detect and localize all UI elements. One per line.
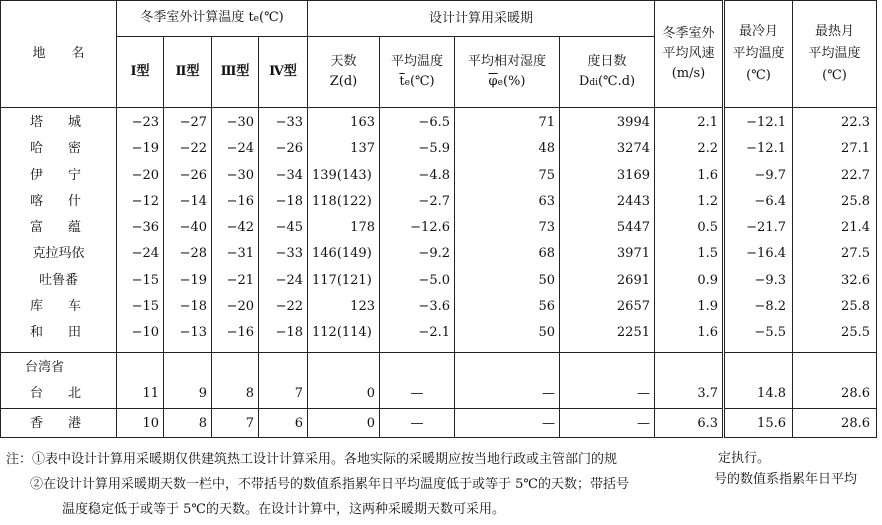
cell: −31 (226, 246, 254, 262)
cell: −18 (179, 299, 207, 315)
cell-t1: 11 (117, 353, 164, 409)
cell: −10 (131, 325, 159, 341)
cell: −36 (131, 220, 159, 236)
footnotes (6, 447, 629, 522)
cell: −30 (226, 167, 254, 183)
cell: 21.4 (841, 220, 870, 236)
cell: −28 (179, 246, 207, 262)
cell: 27.1 (841, 141, 870, 157)
cell: 137 (350, 141, 375, 157)
cell: 2.1 (697, 115, 718, 130)
cell: 3169 (616, 167, 650, 183)
col-type3 (212, 108, 259, 353)
cell: 1.2 (697, 193, 718, 209)
cell: −16 (226, 325, 254, 341)
cell: 1.5 (697, 246, 718, 262)
cell: −15 (131, 272, 159, 288)
cell: −12.1 (746, 115, 786, 130)
note-3: 温度稳定低于或等于 5℃的天数。在设计计算中，这两种采暖期天数可采用。 (62, 502, 505, 517)
cell-t2: 9 (164, 353, 212, 409)
cell: −14 (179, 193, 207, 209)
cell: −18 (275, 193, 303, 209)
cell: 3994 (616, 115, 650, 130)
cell: −23 (131, 115, 159, 130)
header-place: 地 名 (1, 1, 117, 108)
cell: −42 (226, 220, 254, 236)
cell: 32.6 (841, 272, 870, 288)
cell: 178 (350, 220, 375, 236)
col-avg-rh (455, 108, 560, 353)
cell: −9.3 (754, 272, 786, 288)
row-name: 吐鲁番 (38, 272, 78, 288)
cell: −13 (179, 325, 207, 341)
cell: 117(121) (312, 272, 372, 288)
cell: −6.5 (418, 115, 450, 130)
cell-hot-hongkong: 28.6 (793, 409, 877, 438)
header-winter-temp-group: 冬季室外计算温度 te(℃) (117, 1, 308, 37)
cell: −24 (226, 141, 254, 157)
header-avg-temp: 平均温度 $\overline{t}e(℃)$ (380, 37, 455, 108)
note-fragment-1: 定执行。 (718, 447, 770, 466)
cell: −8.2 (754, 299, 786, 315)
cell: 2443 (616, 193, 650, 209)
col-hottest (793, 108, 877, 353)
cell: 73 (538, 220, 555, 236)
cell-cold-hongkong: 15.6 (725, 409, 793, 438)
header-hottest-month: 最热月 平均温度 (℃) (793, 1, 877, 108)
cell: −12.1 (746, 141, 786, 157)
cell-t4: 6 (259, 409, 308, 438)
cell: 50 (538, 272, 555, 288)
row-name: 和 田 (29, 325, 87, 341)
cell: −5.5 (754, 325, 786, 341)
cell: −27 (179, 115, 207, 130)
province-label: 台湾省 (25, 360, 65, 375)
cell: −20 (131, 167, 159, 183)
cell: 0.5 (697, 220, 718, 236)
cell: −26 (275, 141, 303, 157)
col-names (1, 108, 117, 353)
cell: −19 (179, 272, 207, 288)
cell: −22 (179, 141, 207, 157)
row-name: 库 车 (29, 299, 87, 315)
cell: 1.9 (697, 299, 718, 315)
header-days: 天数 Z(d) (308, 37, 380, 108)
cell-wind: 6.3 (655, 409, 723, 438)
header-degree-days: 度日数 Ddi(℃.d) (560, 37, 655, 108)
cell: −33 (275, 115, 303, 130)
cell: 25.8 (841, 193, 870, 209)
cell: 5447 (616, 220, 650, 236)
cell: −20 (226, 299, 254, 315)
header-type-2: Ⅱ型 (164, 37, 212, 108)
cell: −16.4 (746, 246, 786, 262)
table-row-group-xinjiang (1, 108, 723, 353)
cell: 163 (350, 115, 375, 130)
cell: −34 (275, 167, 303, 183)
cell-days: 0 (308, 409, 380, 438)
cell-t4: 7 (259, 353, 308, 409)
cell: −22 (275, 299, 303, 315)
cell: −12 (131, 193, 159, 209)
row-name: 塔 城 (29, 115, 87, 130)
cell: 25.5 (841, 325, 870, 341)
cell: 63 (538, 193, 555, 209)
header-heating-period: 设计计算用采暖期 (308, 1, 655, 37)
header-type-1: Ⅰ型 (117, 37, 164, 108)
cell-t3: 7 (212, 409, 259, 438)
cell: −5.0 (418, 272, 450, 288)
col-degree-days (560, 108, 655, 353)
cell: −12.6 (410, 220, 450, 236)
col-type4 (259, 108, 308, 353)
cell: −9.2 (418, 246, 450, 262)
cell: −16 (226, 193, 254, 209)
table-row-group-taiwan (1, 353, 723, 409)
cell: 3971 (616, 246, 650, 262)
note-fragment-2: 号的数值系指累年日平均 (714, 468, 857, 487)
col-wind (655, 108, 723, 353)
cell-avg: — (380, 353, 455, 409)
cell: −45 (275, 220, 303, 236)
cell-cold-taibei: 14.8 (725, 353, 793, 409)
cell: −19 (131, 141, 159, 157)
col-names (1, 353, 117, 409)
cell-t1: 10 (117, 409, 164, 438)
row-name: 喀 什 (29, 193, 87, 209)
cell: 75 (538, 167, 555, 183)
table-row-hongkong (1, 409, 723, 438)
cell-t3: 8 (212, 353, 259, 409)
cell-wind: 3.7 (655, 353, 723, 409)
cell: −9.7 (754, 167, 786, 183)
cell: 25.8 (841, 299, 870, 315)
cell: 27.5 (841, 246, 870, 262)
monthly-temp-table (724, 0, 877, 438)
header-coldest-month: 最冷月 平均温度 (℃) (725, 1, 793, 108)
cell: −24 (131, 246, 159, 262)
cell: 22.3 (841, 115, 870, 130)
cell: 118(122) (312, 193, 372, 209)
cell: −26 (179, 167, 207, 183)
cell: −2.7 (418, 193, 450, 209)
cell: −4.8 (418, 167, 450, 183)
cell: 146(149) (312, 246, 372, 262)
cell: −2.1 (418, 325, 450, 341)
header-wind-speed: 冬季室外 平均风速 (m/s) (655, 1, 723, 108)
header-type-3: Ⅲ型 (212, 37, 259, 108)
cell: 48 (538, 141, 555, 157)
note-1: 注：①表中设计计算用采暖期仅供建筑热工设计计算采用。各地实际的采暖期应按当地行政或主管部门的规 (6, 452, 618, 467)
cell: −5.9 (418, 141, 450, 157)
row-name: 香 港 (1, 409, 117, 438)
cell-dd: — (560, 353, 655, 409)
cell: 123 (350, 299, 375, 315)
cell: 56 (538, 299, 555, 315)
header-avg-rh: 平均相对湿度 $\overline{\varphi}e(\%)$ (455, 37, 560, 108)
cell: 139(143) (312, 167, 372, 183)
cell-rh: — (455, 353, 560, 409)
cell: −6.4 (754, 193, 786, 209)
cell: −40 (179, 220, 207, 236)
cell: 2251 (616, 325, 650, 341)
cell-hot-taibei: 28.6 (793, 353, 877, 409)
cell-days: 0 (308, 353, 380, 409)
col-avg-temp (380, 108, 455, 353)
row-name: 伊 宁 (29, 167, 87, 183)
cell: 1.6 (697, 167, 718, 183)
header-type-4: Ⅳ型 (259, 37, 308, 108)
cell: 2.2 (697, 141, 718, 157)
cell-avg: — (380, 409, 455, 438)
col-type1 (117, 108, 164, 353)
cell-t2: 8 (164, 409, 212, 438)
cell: −3.6 (418, 299, 450, 315)
col-days (308, 108, 380, 353)
cell: 50 (538, 325, 555, 341)
row-name: 哈 密 (29, 141, 87, 157)
cell: −18 (275, 325, 303, 341)
cell: −30 (226, 115, 254, 130)
cell: −15 (131, 299, 159, 315)
cell: 68 (538, 246, 555, 262)
cell: 22.7 (841, 167, 870, 183)
cell: 3274 (616, 141, 650, 157)
row-name: 富 蕴 (29, 220, 87, 236)
row-name: 克拉玛依 (32, 246, 85, 262)
cell: 112(114) (312, 325, 372, 341)
cell-rh: — (455, 409, 560, 438)
cell: −21.7 (746, 220, 786, 236)
cell: −24 (275, 272, 303, 288)
cell: 71 (538, 115, 555, 130)
cell: 2657 (616, 299, 650, 315)
cell: 2691 (616, 272, 650, 288)
cell: 1.6 (697, 325, 718, 341)
cell: −33 (275, 246, 303, 262)
col-type2 (164, 108, 212, 353)
note-2: ②在设计计算用采暖期天数一栏中，不带括号的数值系指累年日平均温度低于或等于 5℃的天数；带括号 (30, 477, 629, 492)
cell-dd: — (560, 409, 655, 438)
cell: 0.9 (697, 272, 718, 288)
cell: −21 (226, 272, 254, 288)
col-coldest (725, 108, 793, 353)
row-name: 台 北 (29, 386, 87, 402)
